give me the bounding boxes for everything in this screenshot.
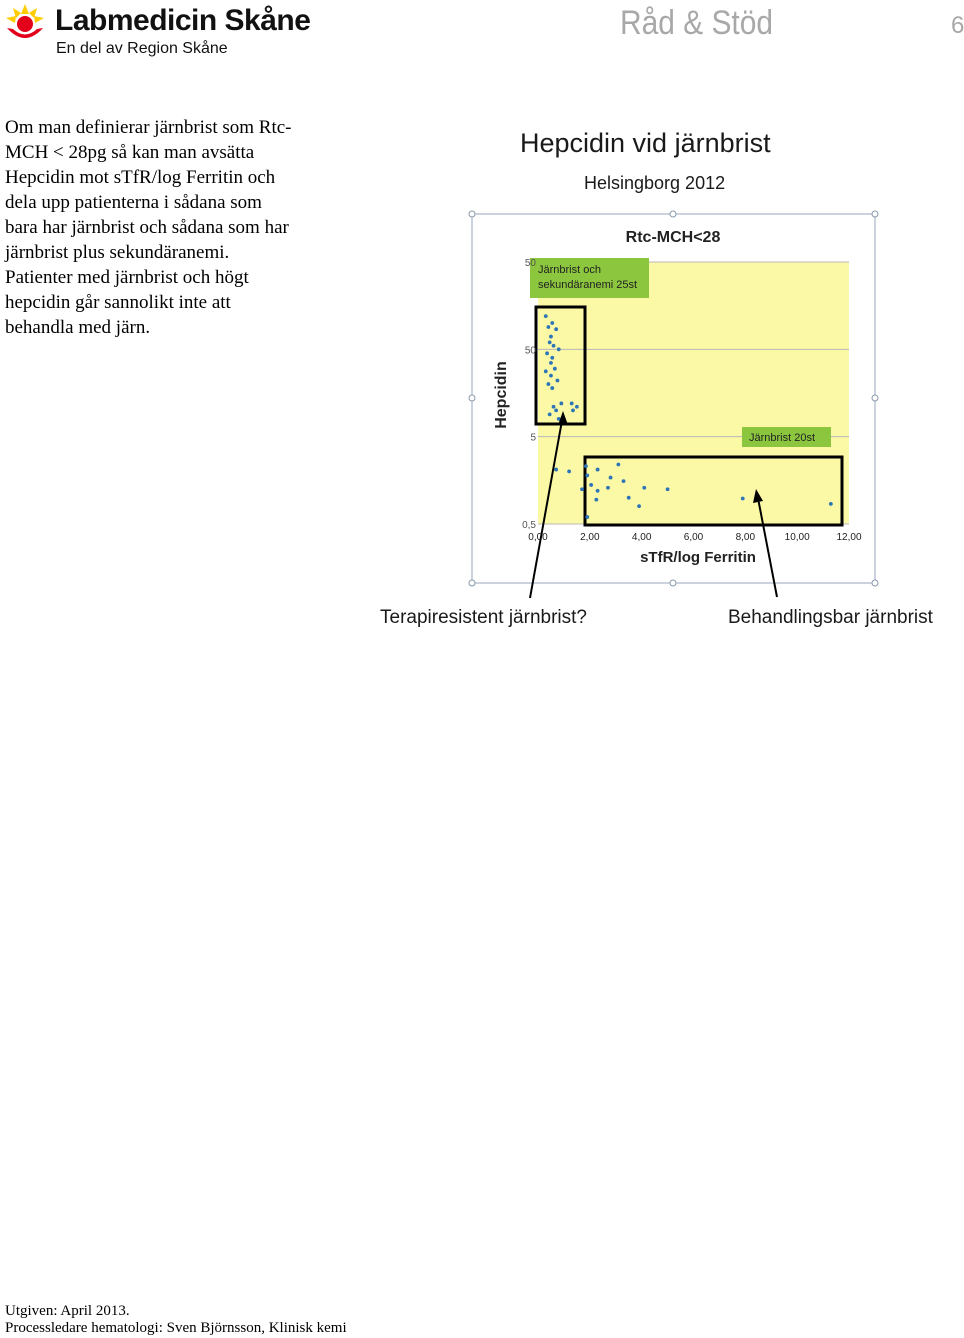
data-point <box>596 468 600 472</box>
data-point <box>549 374 553 378</box>
data-point <box>585 474 589 478</box>
data-point <box>548 412 552 416</box>
footer <box>5 1303 347 1337</box>
data-point <box>549 361 553 365</box>
annotation-therapy-resistant: Terapiresistent järnbrist? <box>380 607 587 628</box>
data-point <box>580 487 584 491</box>
data-point <box>585 515 589 519</box>
data-point <box>556 379 560 383</box>
x-tick-label: 2,00 <box>580 532 600 543</box>
page-number: 6 <box>951 12 964 39</box>
x-tick-label: 10,00 <box>784 532 810 543</box>
intro-line: Om man definierar järnbrist som Rtc- <box>5 117 292 138</box>
data-point <box>546 382 550 386</box>
x-tick-label: 12,00 <box>836 532 862 543</box>
figure-subtitle: Helsingborg 2012 <box>584 173 726 193</box>
intro-line: Patienter med järnbrist och högt <box>5 267 249 288</box>
data-point <box>557 347 561 351</box>
data-point <box>609 476 613 480</box>
hepcidin-scatter-chart <box>370 205 960 635</box>
intro-line: MCH < 28pg så kan man avsätta <box>5 142 255 163</box>
data-point <box>829 502 833 506</box>
data-point <box>575 405 579 409</box>
data-point <box>741 497 745 501</box>
section-title: Råd & Stöd <box>620 4 774 42</box>
labmedicin-skane-logo <box>3 2 323 58</box>
published-date: Utgiven: April 2013. <box>5 1303 130 1319</box>
x-tick-label: 4,00 <box>631 532 652 543</box>
data-point <box>552 344 556 348</box>
data-point <box>642 486 646 490</box>
data-point <box>549 335 553 339</box>
data-point <box>594 498 598 502</box>
data-point <box>570 402 574 406</box>
data-point <box>666 487 670 491</box>
intro-paragraph <box>5 115 355 340</box>
y-axis-label: Hepcidin <box>493 361 510 429</box>
chart-title: Rtc-MCH<28 <box>625 229 721 246</box>
data-point <box>616 463 620 467</box>
figure-title: Hepcidin vid järnbrist <box>520 128 771 158</box>
data-point <box>622 479 626 483</box>
y-tick-label: 0,5 <box>522 520 536 531</box>
data-point <box>550 356 554 360</box>
logo-tagline: En del av Region Skåne <box>56 40 228 57</box>
group-label-secondary-anemia: Järnbrist och sekundäranemi 25st <box>538 264 638 291</box>
data-point <box>546 325 550 329</box>
logo-title: Labmedicin Skåne <box>55 4 311 37</box>
data-point <box>559 402 563 406</box>
x-axis-ticks <box>528 532 862 543</box>
data-point <box>544 369 548 373</box>
data-point <box>548 341 552 345</box>
data-point <box>544 314 548 318</box>
data-point <box>553 367 557 371</box>
y-axis-ticks <box>522 258 536 531</box>
data-point <box>596 489 600 493</box>
process-lead: Processledare hematologi: Sven Björnsson, Klinisk kemi <box>5 1320 347 1336</box>
y-tick-label: 5 <box>530 432 536 444</box>
data-point <box>567 470 571 474</box>
data-point <box>571 408 575 412</box>
data-point <box>584 464 588 468</box>
data-point <box>554 408 558 412</box>
intro-line: Hepcidin mot sTfR/log Ferritin och <box>5 167 276 188</box>
x-tick-label: 6,00 <box>683 532 704 543</box>
data-point <box>550 321 554 325</box>
x-tick-label: 0,00 <box>528 532 548 543</box>
intro-line: bara har järnbrist och sådana som har <box>5 217 289 238</box>
intro-line: järnbrist plus sekundäranemi. <box>5 242 230 263</box>
y-tick-label: 50 <box>524 345 536 357</box>
intro-line: dela upp patienterna i sådana som <box>5 192 262 213</box>
intro-line: behandla med järn. <box>5 317 151 338</box>
sun-logo-icon <box>3 2 47 46</box>
data-point <box>589 483 593 487</box>
annotation-treatable: Behandlingsbar järnbrist <box>728 607 933 628</box>
x-axis-label: sTfR/log Ferritin <box>640 549 756 566</box>
data-point <box>550 386 554 390</box>
data-point <box>627 496 631 500</box>
data-point <box>554 468 558 472</box>
y-tick-label: 50 <box>524 258 536 269</box>
data-point <box>552 405 556 409</box>
x-tick-label: 8,00 <box>735 532 756 543</box>
data-point <box>554 327 558 331</box>
group-label-iron-deficiency: Järnbrist 20st <box>749 432 816 444</box>
data-point <box>606 486 610 490</box>
data-point <box>637 504 641 508</box>
intro-line: hepcidin går sannolikt inte att <box>5 292 231 313</box>
data-point <box>545 351 549 355</box>
